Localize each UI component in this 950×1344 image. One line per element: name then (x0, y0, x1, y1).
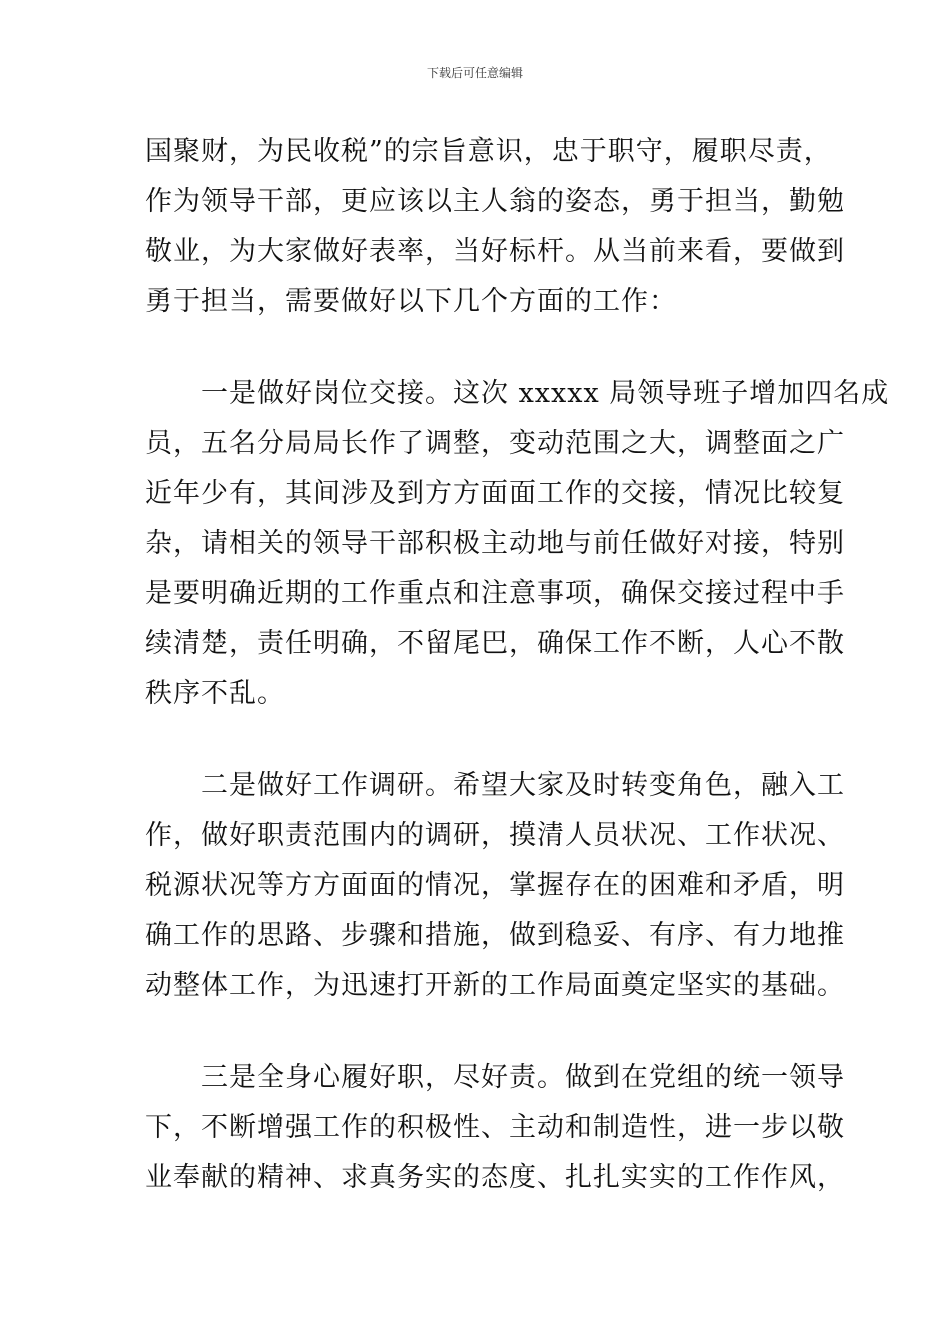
text-line: 近年少有，其间涉及到方方面面工作的交接，情况比较复 (145, 478, 845, 509)
text-line: 续清楚，责任明确，不留尾巴，确保工作不断，人心不散 (145, 628, 845, 659)
text-line: 下，不断增强工作的积极性、主动和制造性，进一步以敬 (145, 1112, 845, 1143)
text-line: 国聚财，为民收税”的宗旨意识，忠于职守，履职尽责， (145, 136, 832, 167)
text-line: 三是全身心履好职，尽好责。做到在党组的统一领导 (145, 1062, 845, 1093)
paragraph-intro (145, 127, 845, 327)
text-line: 税源状况等方方面面的情况，掌握存在的困难和矛盾，明 (145, 870, 845, 901)
text-line: 确工作的思路、步骤和措施，做到稳妥、有序、有力地推 (145, 920, 845, 951)
document-body (145, 127, 890, 1203)
text-line: 是要明确近期的工作重点和注意事项，确保交接过程中手 (145, 578, 845, 609)
paragraph-gap (145, 719, 810, 761)
text-line: 杂，请相关的领导干部积极主动地与前任做好对接，特别 (145, 528, 845, 559)
text-line: 秩序不乱。 (145, 678, 285, 709)
text-line: 二是做好工作调研。希望大家及时转变角色，融入工 (145, 770, 845, 801)
paragraph-duty (145, 1053, 845, 1203)
text-line: 作，做好职责范围内的调研，摸清人员状况、工作状况、 (145, 820, 845, 851)
paragraph-gap (145, 1011, 810, 1053)
text-line: 业奉献的精神、求真务实的态度、扎扎实实的工作作风， (145, 1162, 845, 1193)
text-line: 一是做好岗位交接。这次 xxxxx 局领导班子增加四名成 (145, 378, 890, 409)
paragraph-handover (145, 369, 890, 719)
text-line: 作为领导干部，更应该以主人翁的姿态，勇于担当，勤勉 (145, 186, 845, 217)
text-line: 员，五名分局局长作了调整，变动范围之大，调整面之广 (145, 428, 845, 459)
page-header: 下载后可任意编辑 (426, 66, 523, 80)
text-line: 动整体工作，为迅速打开新的工作局面奠定坚实的基础。 (145, 970, 845, 1001)
text-line: 勇于担当，需要做好以下几个方面的工作： (145, 286, 677, 317)
paragraph-research (145, 761, 845, 1011)
paragraph-gap (145, 327, 810, 369)
text-line: 敬业，为大家做好表率，当好标杆。从当前来看，要做到 (145, 236, 845, 267)
